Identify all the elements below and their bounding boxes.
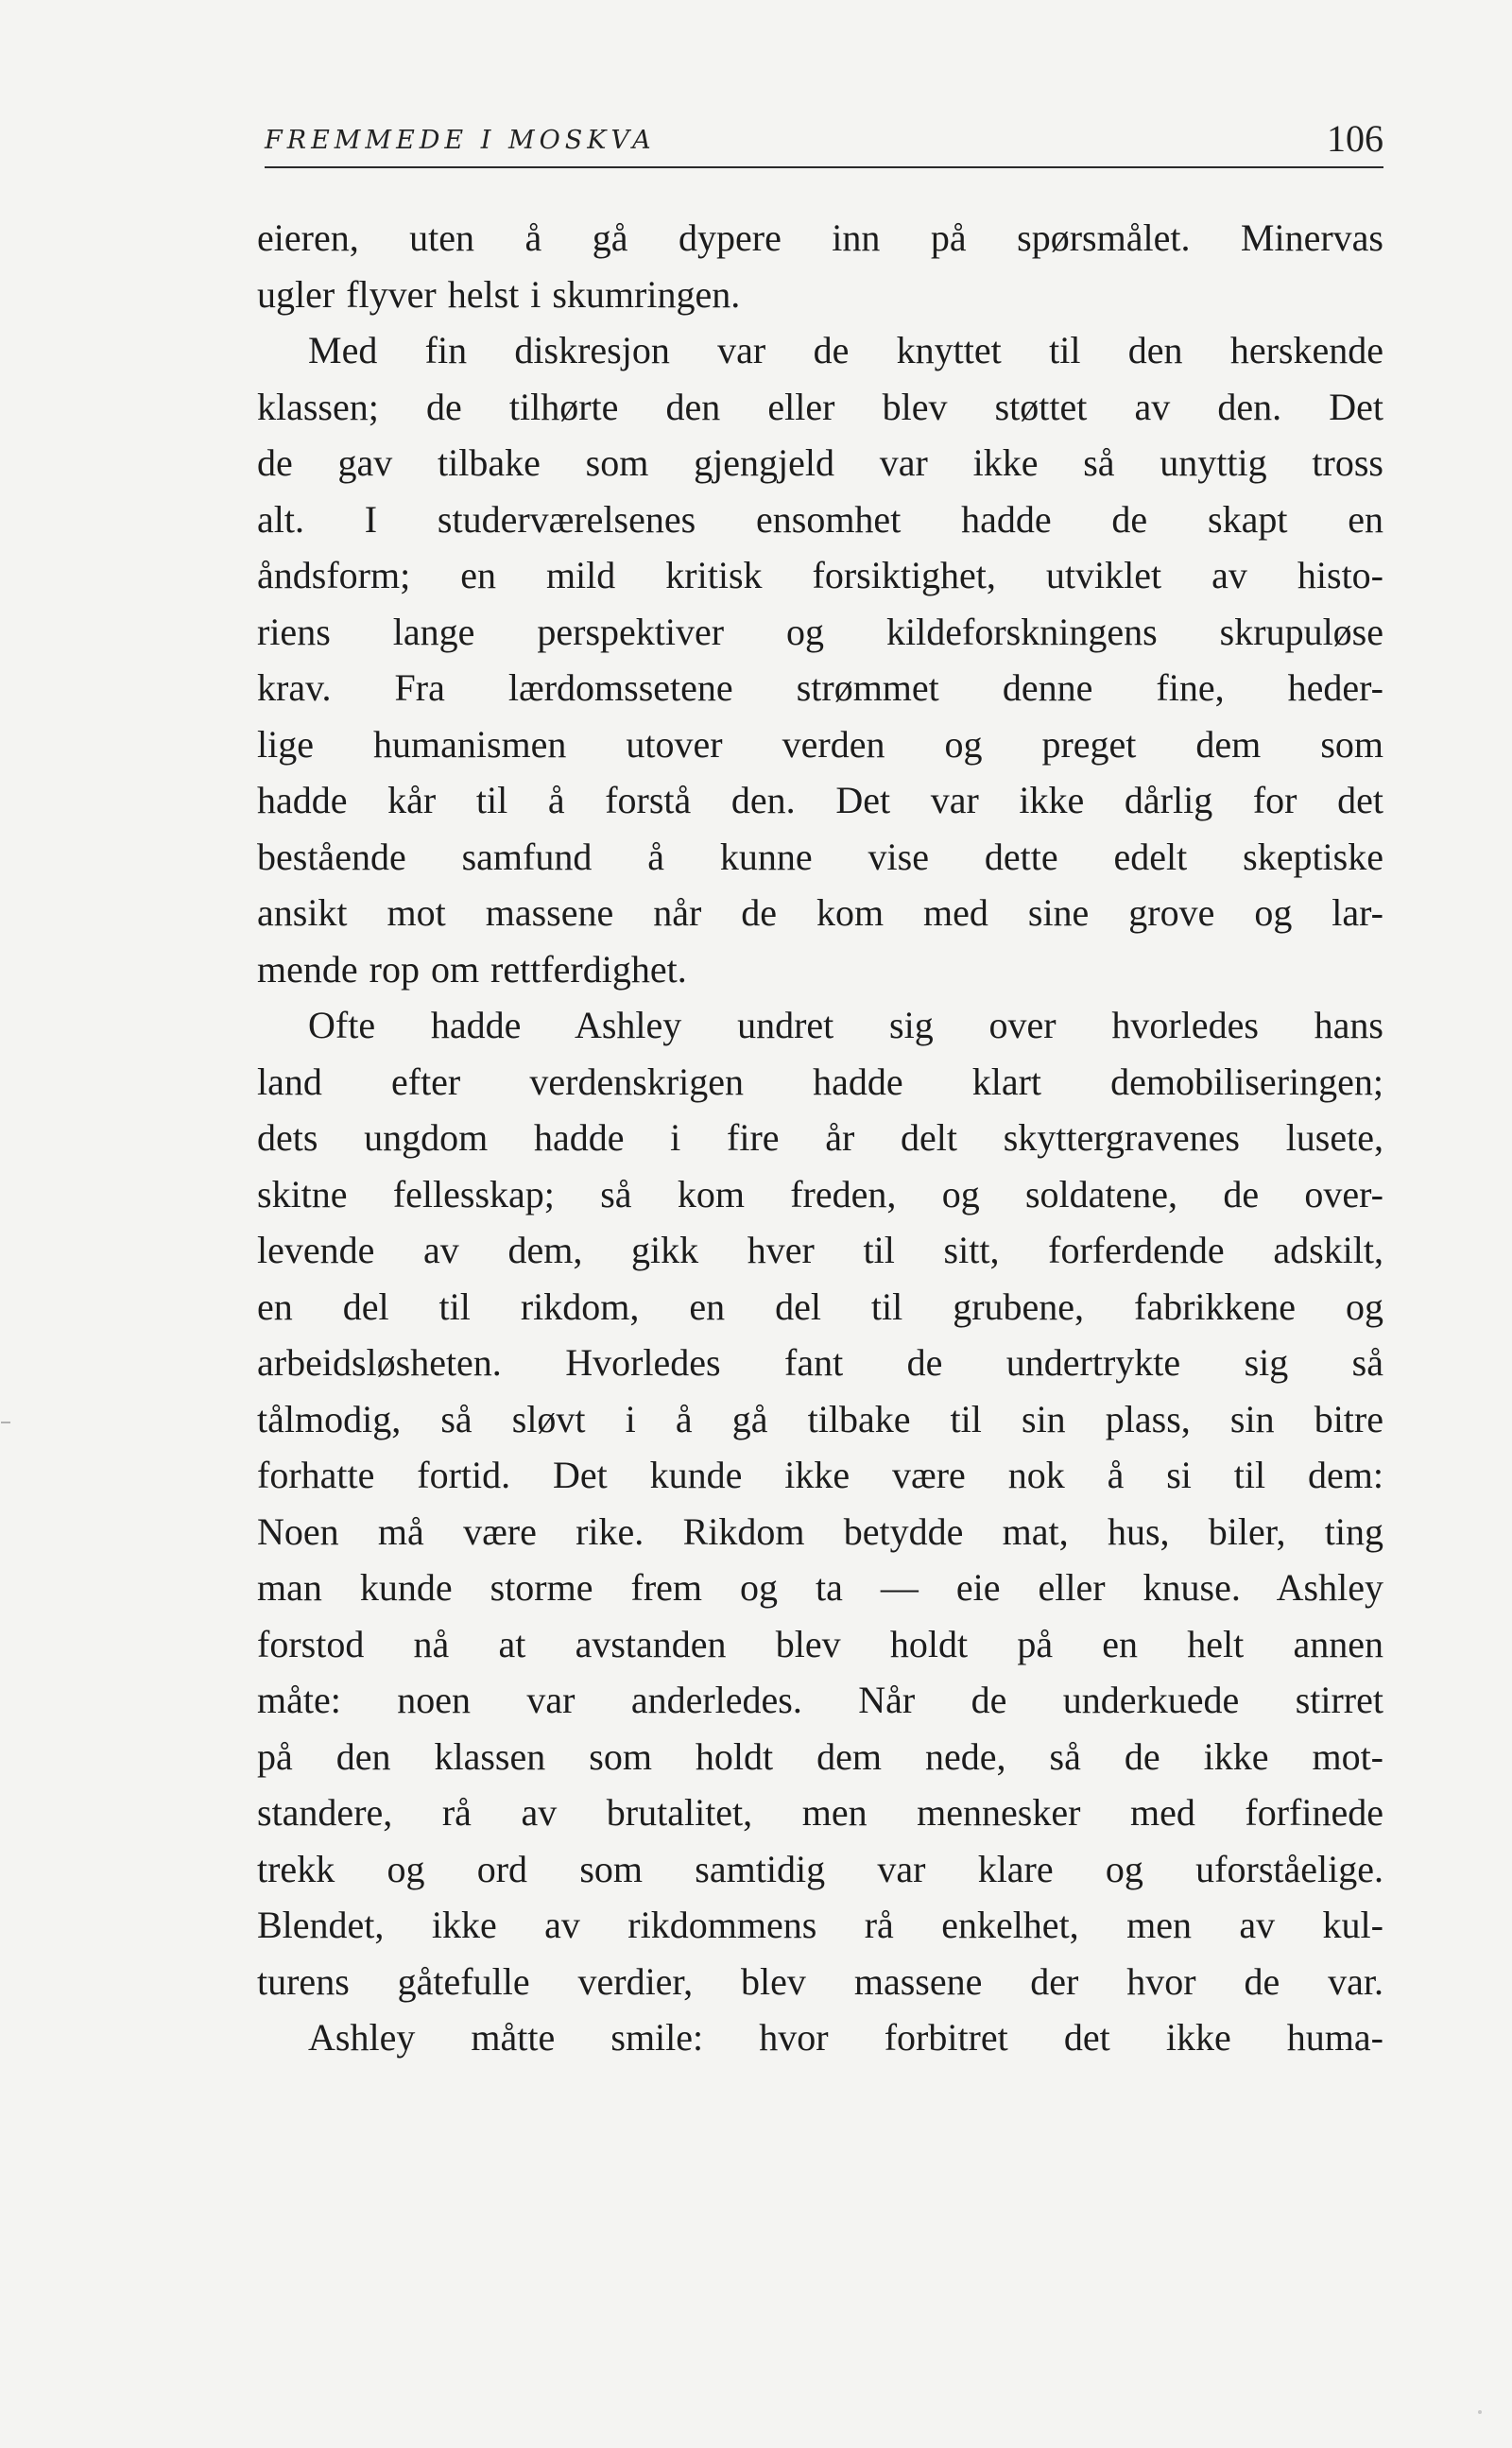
text-line: på den klassen som holdt dem nede, så de ikke mot-: [257, 1734, 1383, 1778]
text-line: forstod nå at avstanden blev holdt på en helt annen: [257, 1622, 1383, 1665]
text-line: lige humanismen utover verden og preget dem som: [257, 722, 1383, 766]
text-line: skitne fellesskap; så kom freden, og soldatene, de over-: [257, 1172, 1383, 1215]
margin-mark: [1, 1422, 10, 1423]
text-line: dets ungdom hadde i fire år delt skyttergravenes lusete,: [257, 1116, 1383, 1159]
text-line: Noen må være rike. Rikdom betydde mat, hus, biler, ting: [257, 1509, 1383, 1553]
text-line: hadde kår til å forstå den. Det var ikke dårlig for det: [257, 779, 1383, 821]
text-line: arbeidsløsheten. Hvorledes fant de undertrykte sig så: [257, 1341, 1383, 1384]
text-line: bestående samfund å kunne vise dette edelt skeptiske: [257, 835, 1383, 878]
text-line: klassen; de tilhørte den eller blev støttet av den. Det: [257, 385, 1383, 428]
running-title: FREMMEDE I MOSKVA: [265, 126, 656, 155]
text-line: Ofte hadde Ashley undret sig over hvorledes hans: [308, 1004, 1383, 1046]
text-line: turens gåtefulle verdier, blev massene der hvor de var.: [257, 1959, 1383, 2003]
text-line: Blendet, ikke av rikdommens rå enkelhet, men av kul-: [257, 1904, 1383, 1946]
text-line: riens lange perspektiver og kildeforskningens skrupuløse: [257, 610, 1383, 653]
running-head: [265, 112, 1383, 168]
text-line: åndsform; en mild kritisk forsiktighet, utviklet av histo-: [257, 554, 1383, 596]
text-line: forhatte fortid. Det kunde ikke være nok å si til dem:: [257, 1454, 1383, 1496]
text-line: land efter verdenskrigen hadde klart demobiliseringen;: [257, 1060, 1383, 1103]
paper-speck: [1478, 2410, 1482, 2414]
text-line: ugler flyver helst i skumringen.: [257, 272, 741, 316]
text-line: måte: noen var anderledes. Når de underkuede stirret: [257, 1679, 1383, 1721]
page-number: 106: [1327, 117, 1383, 160]
text-line: de gav tilbake som gjengjeld var ikke så unyttig tross: [257, 441, 1383, 484]
text-line: Med fin diskresjon var de knyttet til den herskende: [308, 329, 1383, 371]
text-line: krav. Fra lærdomssetene strømmet denne fine, heder-: [257, 666, 1383, 709]
text-line: mende rop om rettferdighet.: [257, 947, 687, 991]
text-line: standere, rå av brutalitet, men mennesker med forfinede: [257, 1791, 1383, 1834]
text-line: tålmodig, så sløvt i å gå tilbake til sin plass, sin bitre: [257, 1397, 1383, 1440]
text-line: Ashley måtte smile: hvor forbitret det ikke huma-: [308, 2016, 1383, 2059]
body-text: [257, 210, 1383, 2066]
text-line: ansikt mot massene når de kom med sine grove og lar-: [257, 891, 1383, 934]
text-line: alt. I studerværelsenes ensomhet hadde de skapt en: [257, 497, 1383, 541]
text-line: en del til rikdom, en del til grubene, fabrikkene og: [257, 1284, 1383, 1328]
text-line: levende av dem, gikk hver til sitt, forferdende adskilt,: [257, 1229, 1383, 1271]
header-rule: [265, 166, 1383, 168]
text-line: man kunde storme frem og ta — eie eller knuse. Ashley: [257, 1566, 1383, 1609]
text-line: trekk og ord som samtidig var klare og uforståelige.: [257, 1847, 1383, 1890]
text-line: eieren, uten å gå dypere inn på spørsmålet. Minervas: [257, 216, 1383, 259]
